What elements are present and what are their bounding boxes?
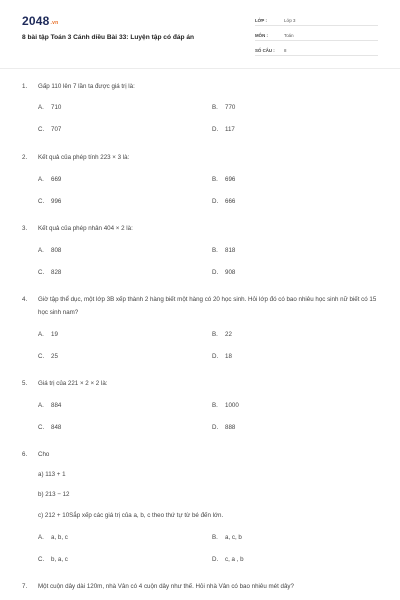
option-text: 828 <box>51 269 62 276</box>
question-number: 3. <box>22 225 28 232</box>
option-letter: B. <box>212 402 218 409</box>
option-letter: D. <box>212 269 219 276</box>
option-letter: A. <box>38 402 44 409</box>
option-letter: C. <box>38 353 45 360</box>
option-letter: D. <box>212 126 219 133</box>
meta-value: 8 <box>284 48 287 53</box>
meta-key: LỚP : <box>255 18 267 23</box>
option-c[interactable] <box>38 353 58 360</box>
option-text: 888 <box>225 424 236 431</box>
option-b[interactable] <box>212 331 232 338</box>
meta-value: Lớp 3 <box>284 18 296 23</box>
option-d[interactable] <box>212 198 235 205</box>
question-stem: Giá trị của 221 × 2 × 2 là: <box>38 380 108 387</box>
question-number: 6. <box>22 451 28 458</box>
option-d[interactable] <box>212 269 235 276</box>
option-letter: A. <box>38 331 44 338</box>
sub-item-b: b) 213 − 12 <box>38 491 70 498</box>
option-letter: B. <box>212 247 218 254</box>
option-text: 707 <box>51 126 62 133</box>
option-text: 908 <box>225 269 236 276</box>
option-letter: C. <box>38 198 45 205</box>
logo-text: 2048 <box>22 14 50 28</box>
option-c[interactable] <box>38 424 61 431</box>
option-letter: D. <box>212 353 219 360</box>
option-letter: A. <box>38 247 44 254</box>
option-text: 884 <box>51 402 62 409</box>
option-text: 818 <box>225 247 236 254</box>
option-text: 25 <box>51 353 58 360</box>
option-d[interactable] <box>212 556 244 563</box>
option-a[interactable] <box>38 534 68 541</box>
meta-class <box>255 16 378 26</box>
option-a[interactable] <box>38 331 58 338</box>
logo-suffix: .vn <box>50 20 59 26</box>
question-number: 4. <box>22 296 28 303</box>
option-text: 848 <box>51 424 62 431</box>
option-text: 996 <box>51 198 62 205</box>
option-d[interactable] <box>212 353 232 360</box>
option-a[interactable] <box>38 402 61 409</box>
option-a[interactable] <box>38 247 61 254</box>
option-b[interactable] <box>212 176 235 183</box>
option-letter: B. <box>212 331 218 338</box>
option-text: 117 <box>225 126 235 133</box>
option-text: 770 <box>225 104 236 111</box>
question-number: 5. <box>22 380 28 387</box>
option-d[interactable] <box>212 424 235 431</box>
option-text: 808 <box>51 247 62 254</box>
option-letter: D. <box>212 556 219 563</box>
option-c[interactable] <box>38 126 61 133</box>
site-logo[interactable] <box>22 14 58 28</box>
meta-key: MÔN : <box>255 33 268 38</box>
question-stem: Một cuộn dây dài 120m, nhà Vân có 4 cuộn dây như thế. Hỏi nhà Vân có bao nhiêu mét dây? <box>38 583 294 590</box>
header-divider <box>0 68 400 69</box>
option-a[interactable] <box>38 176 61 183</box>
option-letter: A. <box>38 104 44 111</box>
question-number: 7. <box>22 583 28 590</box>
question-stem: Gấp 110 lên 7 lần ta được giá trị là: <box>38 83 135 90</box>
option-b[interactable] <box>212 104 235 111</box>
question-stem: Kết quả của phép tính 223 × 3 là: <box>38 154 130 161</box>
option-text: 696 <box>225 176 236 183</box>
question-number: 2. <box>22 154 28 161</box>
option-letter: B. <box>212 534 218 541</box>
option-text: 666 <box>225 198 236 205</box>
option-text: 669 <box>51 176 62 183</box>
option-letter: C. <box>38 269 45 276</box>
question-number: 1. <box>22 83 28 90</box>
sub-item-c: c) 212 + 10Sắp xếp các giá trị của a, b, c theo thứ tự từ bé đến lớn. <box>38 512 224 519</box>
option-text: a, c, b <box>225 534 242 541</box>
option-c[interactable] <box>38 198 61 205</box>
meta-question-count <box>255 46 378 56</box>
question-stem: Giờ tập thể dục, một lớp 3B xếp thành 2 hàng biết một hàng có 20 học sinh. Hỏi lớp đó có bao nhiêu học sinh nữ biết có 15 học sinh nam? <box>38 296 377 316</box>
option-letter: C. <box>38 556 45 563</box>
meta-subject <box>255 31 378 41</box>
option-b[interactable] <box>212 534 242 541</box>
document-header <box>0 0 400 66</box>
option-a[interactable] <box>38 104 61 111</box>
sub-item-a: a) 113 + 1 <box>38 471 66 478</box>
question-stem: Kết quả của phép nhân 404 × 2 là: <box>38 225 133 232</box>
option-text: 22 <box>225 331 232 338</box>
option-b[interactable] <box>212 247 235 254</box>
meta-key: SỐ CÂU : <box>255 48 275 53</box>
option-letter: D. <box>212 424 219 431</box>
option-text: b, a, c <box>51 556 68 563</box>
option-text: 1000 <box>225 402 239 409</box>
option-text: 18 <box>225 353 232 360</box>
question-stem: Cho <box>38 451 50 458</box>
option-text: 710 <box>51 104 62 111</box>
option-letter: A. <box>38 534 44 541</box>
option-text: a, b, c <box>51 534 68 541</box>
option-letter: C. <box>38 424 45 431</box>
option-letter: C. <box>38 126 45 133</box>
option-d[interactable] <box>212 126 235 133</box>
option-b[interactable] <box>212 402 239 409</box>
option-letter: A. <box>38 176 44 183</box>
option-text: 19 <box>51 331 58 338</box>
option-c[interactable] <box>38 556 68 563</box>
meta-value: Toán <box>284 33 294 38</box>
option-letter: D. <box>212 198 219 205</box>
option-letter: B. <box>212 104 218 111</box>
option-text: c, a , b <box>225 556 244 563</box>
option-letter: B. <box>212 176 218 183</box>
option-c[interactable] <box>38 269 61 276</box>
page-title: 8 bài tập Toán 3 Cánh diều Bài 33: Luyện tập có đáp án <box>22 34 195 41</box>
